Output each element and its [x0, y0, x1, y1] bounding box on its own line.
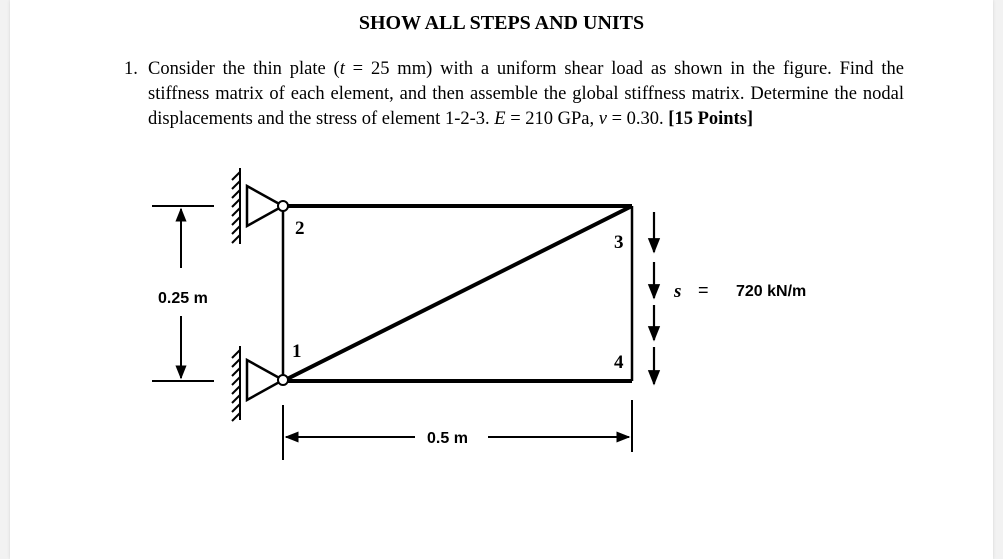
pin-support-bottom-icon	[232, 346, 288, 421]
load-equals: =	[698, 280, 709, 300]
width-dimension-label: 0.5 m	[427, 430, 468, 447]
points-label: [15 Points]	[668, 109, 754, 129]
node-label-2: 2	[295, 218, 305, 239]
element-diagonal	[283, 206, 632, 381]
poisson-symbol: v	[598, 109, 607, 129]
problem-number: 1.	[124, 59, 138, 79]
thickness-symbol: t	[339, 59, 345, 79]
modulus-symbol: E	[494, 109, 506, 129]
problem-text-part1: Consider the thin plate (	[148, 59, 340, 79]
node-label-3: 3	[614, 232, 624, 253]
height-dimension-label: 0.25 m	[158, 290, 208, 307]
problem-text-part3: = 210 GPa,	[505, 109, 599, 129]
load-value-label: 720 kN/m	[736, 283, 807, 300]
node-label-1: 1	[292, 341, 302, 362]
problem-text-part4: = 0.30.	[606, 109, 669, 129]
pin-support-top-icon	[232, 168, 288, 244]
load-symbol: s	[674, 281, 682, 302]
plate-outline	[283, 206, 632, 381]
problem-text-part2: = 25 mm) with a uniform shear load as shown in the figure. Find the stiffness matrix of each element, and then assemble the global stiffness matrix. Determine the nodal displacements and the stress of element 1-2-3.	[148, 59, 905, 129]
node-label-4: 4	[614, 352, 624, 373]
page-title: SHOW ALL STEPS AND UNITS	[358, 12, 645, 34]
